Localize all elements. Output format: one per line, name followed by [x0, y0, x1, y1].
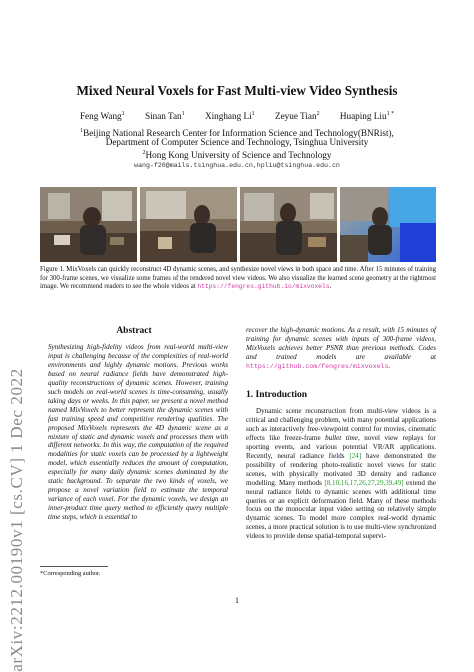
arxiv-stamp-area	[4, 160, 30, 672]
rendered-frame-image	[40, 187, 137, 262]
footnote: *Corresponding author.	[40, 570, 101, 577]
learned-geometry-image	[340, 187, 436, 262]
introduction-heading: 1. Introduction	[246, 390, 308, 400]
abstract-continuation: recover the high-dynamic motions. As a result, with 15 minutes of training for dynamic scenes with inputs of 300-frame videos, MixVoxels achieves better PSNR than previous methods. Codes and trained models are available at https://github.com/fengres/mixvoxels.	[246, 326, 436, 370]
affiliation: Department of Computer Science and Technology, Tsinghua University	[105, 137, 369, 147]
figure-caption: Figure 1. MixVoxels can quickly reconstruct 4D dynamic scenes, and synthesize novel views in both space and time. After 15 minutes of training for 300-frame scenes, we visualize some frames of the rendered novel view videos. We also visualize the learned scene geometry at the rightmost image. We recommend readers to see the whole videos at https://fengres.github.io/mixvoxels.	[40, 266, 436, 291]
author: Huaping Liu$^{1 *}$	[339, 111, 395, 122]
author-list	[40, 111, 434, 121]
rendered-frame-image	[140, 187, 237, 262]
citation-link[interactable]: [8,10,16,17,26,27,29,39,49]	[324, 478, 404, 487]
abstract-body: Synthesizing high-fidelity videos from real-world multi-view input is challenging because of the complexities of real-world environments and highly dynamic motions. Previous works based on neural radiance fields have demonstrated high-quality reconstructions of dynamic scenes. However, training such models on real-world scenes is time-consuming, usually taking days or weeks. In this paper, we present a novel method named MixVoxels to better represent the dynamic scenes with fast training speed and competitive rendering qualities. The proposed MixVoxels represents the 4D dynamic scene as a mixture of static and dynamic voxels and processes them with different networks. In this way, the computation of the required modalities for static voxels can be processed by a lightweight model, which essentially reduces the amount of computation, especially for many daily dynamic scenes dominated by the static background. To separate the two kinds of voxels, we propose a novel variation field to estimate the temporal variance of each voxel. For the dynamic voxels, we design an inner-product time query method to efficiently query multiple time steps, which is essential to	[48, 343, 228, 522]
author: Feng Wang$^1$	[79, 111, 125, 122]
affiliation: $^2$Hong Kong University of Science and Technology	[142, 150, 332, 161]
author: Sinan Tan$^1$	[144, 111, 185, 122]
rendered-frame-image	[240, 187, 337, 262]
author-emails: wang-f20@mails.tsinghua.edu.cn,hpliu@tsinghua.edu.cn	[134, 162, 340, 169]
page-number: 1	[235, 596, 239, 605]
arxiv-identifier: arXiv:2212.00190v1 [cs.CV] 1 Dec 2022	[7, 368, 26, 672]
code-link[interactable]: https://github.com/fengres/mixvoxels	[246, 362, 389, 370]
abstract-heading: Abstract	[116, 326, 152, 336]
introduction-body: Dynamic scene reconstruction from multi-view videos is a critical and challenging problem, with many potential applications such as interactively free-viewpoint control for movies, cinematic effects like freeze-frame bullet time, novel view replays for sporting events, and various potential VR/AR applications. Recently, neural radiance fields [24] have demonstrated the possibility of rendering photo-realistic novel views for static scenes, with physically motivated 3D density and radiance modelling. Many methods [8,10,16,17,26,27,29,39,49] extend the neural radiance fields to dynamic scenes with additional time queries or an explicit deformation field. Many of these methods focus on the monocular input video setting on relatively simple dynamic scenes. To model more complex real-world dynamic scenes, a more practical solution is to use multi-view synchronized videos to provide dense spatial-temporal supervi-	[246, 407, 436, 541]
citation-link[interactable]: [24]	[349, 451, 362, 460]
project-page-link[interactable]: https://fengres.github.io/mixvoxels	[197, 283, 330, 291]
footnote-divider	[40, 566, 108, 567]
paper-title: Mixed Neural Voxels for Fast Multi-view Video Synthesis	[76, 83, 398, 98]
affiliation: $^1$Beijing National Research Center for Information Science and Technology(BNRist),	[80, 128, 394, 139]
author: Zeyue Tian$^2$	[274, 111, 320, 122]
figure-1	[40, 187, 436, 262]
author: Xinghang Li$^1$	[204, 111, 255, 122]
